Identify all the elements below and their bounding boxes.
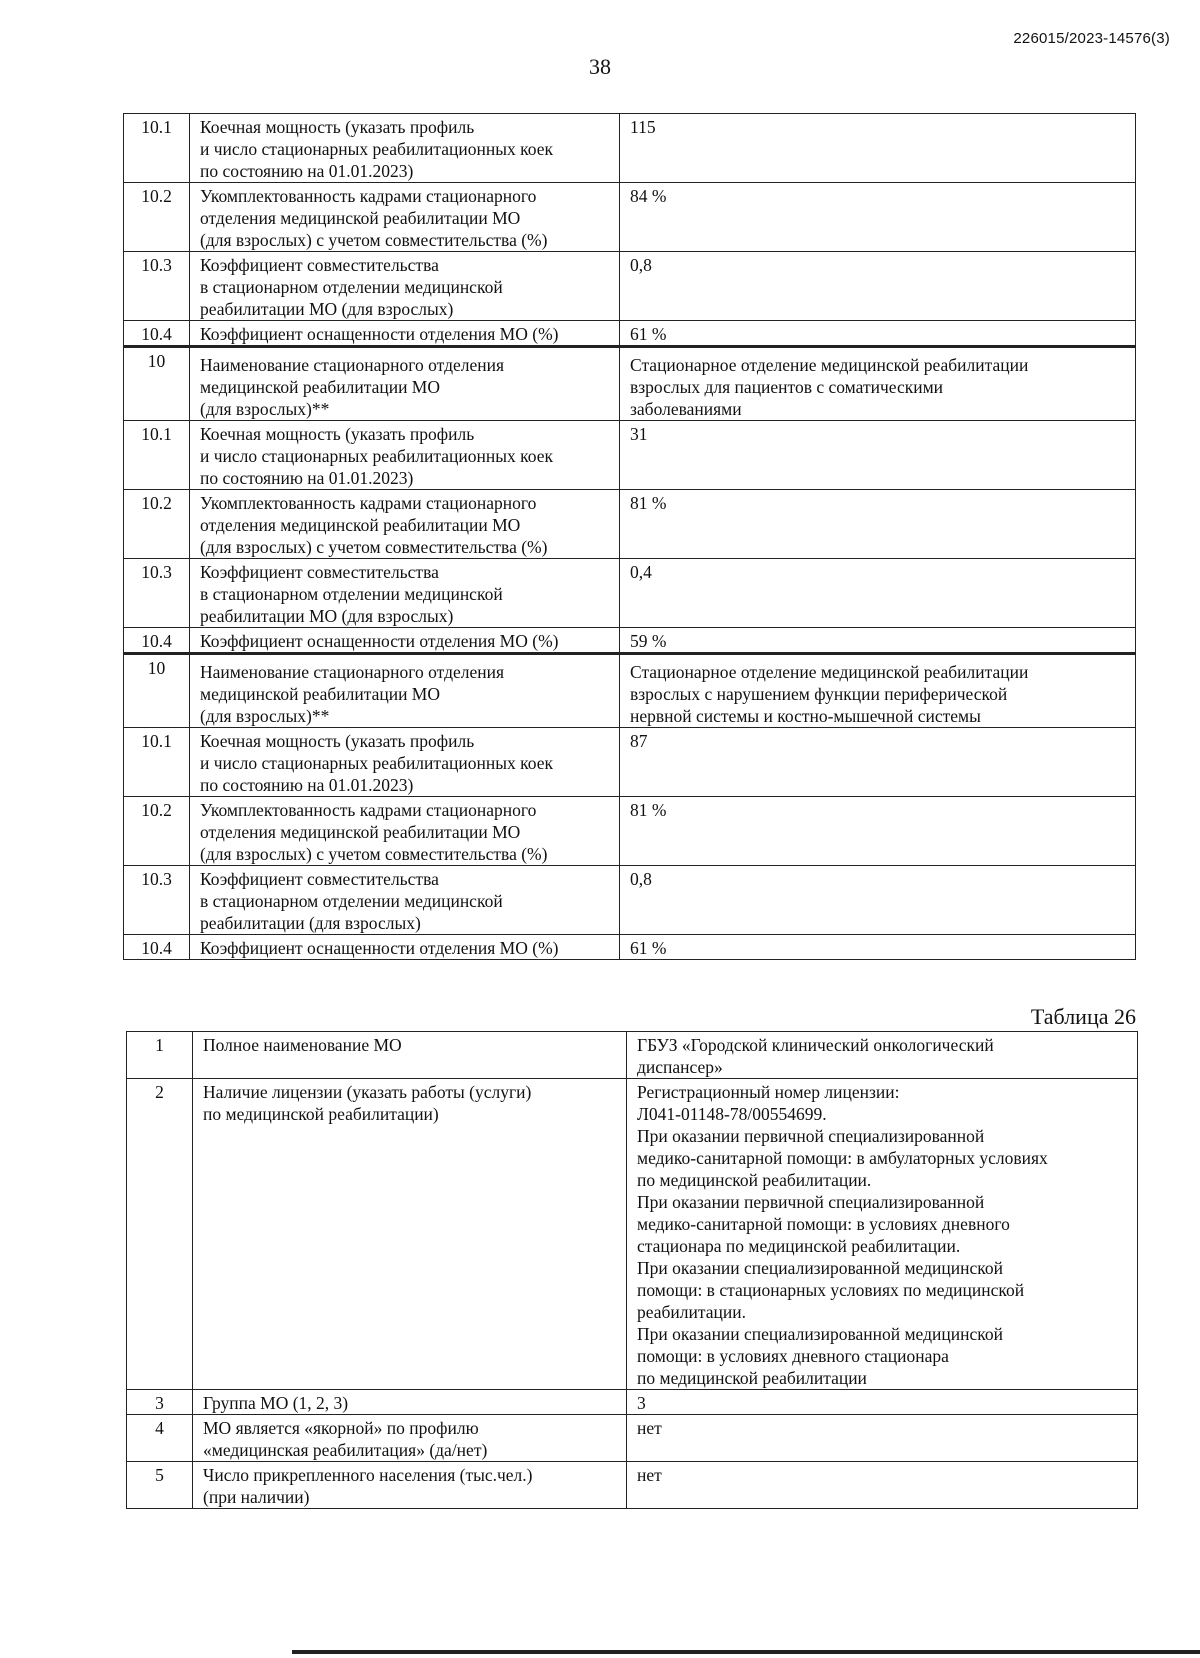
row-label-cell: Укомплектованность кадрами стационарного отделения медицинской реабилитации МО (для взрослых) с учетом совместительства (%): [190, 490, 620, 559]
row-number-cell: 10: [124, 654, 190, 728]
row-value-cell: 81 %: [620, 490, 1136, 559]
table-row: [124, 421, 1136, 490]
table-row: [124, 559, 1136, 628]
row-label-cell: Наименование стационарного отделения медицинской реабилитации МО (для взрослых)**: [190, 347, 620, 421]
row-number-cell: 10.1: [124, 114, 190, 183]
row-label-cell: Коэффициент совместительства в стационарном отделении медицинской реабилитации МО (для взрослых): [190, 252, 620, 321]
row-label-cell: Укомплектованность кадрами стационарного отделения медицинской реабилитации МО (для взрослых) с учетом совместительства (%): [190, 797, 620, 866]
row-value-cell: 0,8: [620, 252, 1136, 321]
table-row: [124, 628, 1136, 654]
bottom-scan-edge: [292, 1650, 1200, 1654]
row-value-cell: Регистрационный номер лицензии: Л041-01148-78/00554699. При оказании первичной специализированной медико-санитарной помощи: в амбулаторных условиях по медицинской реабилитации. При оказании первичной специализированной медико-санитарной помощи: в условиях дневного стационара по медицинской реабилитации. При оказании специализированной медицинской помощи: в стационарных условиях по медицинской реабилитации. При оказании специализированной медицинской помощи: в условиях дневного стационара по медицинской реабилитации: [627, 1079, 1138, 1390]
row-value-cell: 87: [620, 728, 1136, 797]
rehabilitation-departments-table: [123, 113, 1136, 960]
row-value-cell: ГБУЗ «Городской клинический онкологический диспансер»: [627, 1032, 1138, 1079]
row-value-cell: 31: [620, 421, 1136, 490]
row-number-cell: 10.4: [124, 321, 190, 347]
row-value-cell: 61 %: [620, 935, 1136, 960]
row-number-cell: 5: [127, 1462, 193, 1509]
row-label-cell: Наименование стационарного отделения медицинской реабилитации МО (для взрослых)**: [190, 654, 620, 728]
row-value-cell: нет: [627, 1415, 1138, 1462]
table-row: [124, 654, 1136, 728]
row-value-cell: Стационарное отделение медицинской реабилитации взрослых для пациентов с соматическими заболеваниями: [620, 347, 1136, 421]
row-number-cell: 4: [127, 1415, 193, 1462]
table-row: [124, 797, 1136, 866]
row-number-cell: 10.4: [124, 935, 190, 960]
medical-organization-table: [126, 1031, 1138, 1509]
row-number-cell: 10.2: [124, 797, 190, 866]
table-row: [127, 1462, 1138, 1509]
row-label-cell: Группа МО (1, 2, 3): [193, 1390, 627, 1415]
table-row: [124, 490, 1136, 559]
document-registration-number: 226015/2023-14576(3): [1013, 30, 1170, 47]
row-number-cell: 2: [127, 1079, 193, 1390]
row-number-cell: 10.3: [124, 559, 190, 628]
table-row: [124, 252, 1136, 321]
row-value-cell: 84 %: [620, 183, 1136, 252]
table-row: [127, 1032, 1138, 1079]
row-value-cell: 115: [620, 114, 1136, 183]
row-number-cell: 10.2: [124, 490, 190, 559]
row-number-cell: 10.4: [124, 628, 190, 654]
table-row: [124, 347, 1136, 421]
row-value-cell: 0,4: [620, 559, 1136, 628]
page-number: 38: [589, 54, 611, 79]
table-row: [127, 1390, 1138, 1415]
table-caption: Таблица 26: [1030, 1004, 1136, 1029]
row-label-cell: Коечная мощность (указать профиль и число стационарных реабилитационных коек по состоянию на 01.01.2023): [190, 728, 620, 797]
row-number-cell: 1: [127, 1032, 193, 1079]
row-label-cell: Наличие лицензии (указать работы (услуги) по медицинской реабилитации): [193, 1079, 627, 1390]
row-value-cell: 0,8: [620, 866, 1136, 935]
row-value-cell: 3: [627, 1390, 1138, 1415]
row-value-cell: 59 %: [620, 628, 1136, 654]
row-label-cell: Коэффициент совместительства в стационарном отделении медицинской реабилитации МО (для взрослых): [190, 559, 620, 628]
table-row: [127, 1079, 1138, 1390]
row-label-cell: Коэффициент оснащенности отделения МО (%): [190, 321, 620, 347]
row-value-cell: Стационарное отделение медицинской реабилитации взрослых с нарушением функции периферической нервной системы и костно-мышечной системы: [620, 654, 1136, 728]
row-label-cell: Укомплектованность кадрами стационарного отделения медицинской реабилитации МО (для взрослых) с учетом совместительства (%): [190, 183, 620, 252]
table-row: [124, 935, 1136, 960]
table-row: [124, 866, 1136, 935]
row-label-cell: Коэффициент оснащенности отделения МО (%): [190, 628, 620, 654]
row-number-cell: 10.1: [124, 421, 190, 490]
row-value-cell: 81 %: [620, 797, 1136, 866]
row-label-cell: Коэффициент совместительства в стационарном отделении медицинской реабилитации (для взрослых): [190, 866, 620, 935]
row-label-cell: МО является «якорной» по профилю «медицинская реабилитация» (да/нет): [193, 1415, 627, 1462]
row-label-cell: Коечная мощность (указать профиль и число стационарных реабилитационных коек по состоянию на 01.01.2023): [190, 421, 620, 490]
table-row: [127, 1415, 1138, 1462]
row-number-cell: 10: [124, 347, 190, 421]
table-row: [124, 114, 1136, 183]
row-number-cell: 10.3: [124, 252, 190, 321]
row-label-cell: Число прикрепленного населения (тыс.чел.) (при наличии): [193, 1462, 627, 1509]
row-number-cell: 10.1: [124, 728, 190, 797]
table-row: [124, 321, 1136, 347]
row-label-cell: Коечная мощность (указать профиль и число стационарных реабилитационных коек по состоянию на 01.01.2023): [190, 114, 620, 183]
row-number-cell: 10.3: [124, 866, 190, 935]
row-label-cell: Полное наименование МО: [193, 1032, 627, 1079]
table-row: [124, 183, 1136, 252]
row-number-cell: 3: [127, 1390, 193, 1415]
table-row: [124, 728, 1136, 797]
row-value-cell: 61 %: [620, 321, 1136, 347]
row-value-cell: нет: [627, 1462, 1138, 1509]
row-label-cell: Коэффициент оснащенности отделения МО (%): [190, 935, 620, 960]
row-number-cell: 10.2: [124, 183, 190, 252]
